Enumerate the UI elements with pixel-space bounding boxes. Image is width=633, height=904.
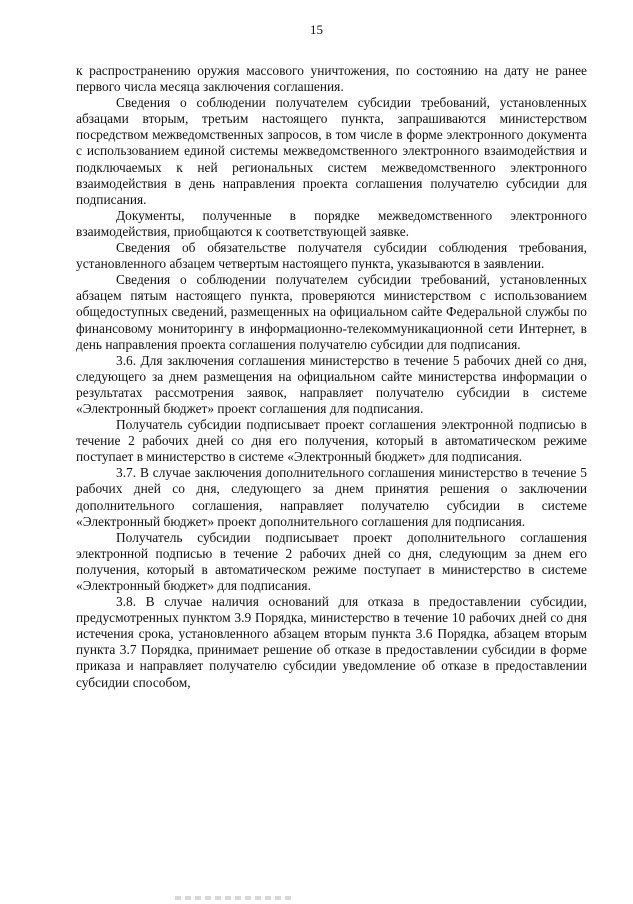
- paragraph-requirements-request: Сведения о соблюдении получателем субсидии требований, установленных абзацами вторым, третьим настоящего пункта, запрашиваются министерством посредством межведомственных запросов, в том числе в форме электронного документа с использованием единой системы межведомственного электронного взаимодействия и подключаемых к ней региональных систем межведомственного электронного взаимодействия в день направления проекта соглашения получателю субсидии для подписания.: [76, 95, 587, 207]
- paragraph-3-7: 3.7. В случае заключения дополнительного соглашения министерство в течение 5 рабочих дней со дня, следующего за днем принятия решения о заключении дополнительного соглашения, направляет получателю субсидии в системе «Электронный бюджет» проект дополнительного соглашения для подписания.: [76, 465, 587, 529]
- paragraph-rosfinmonitoring-check: Сведения о соблюдении получателем субсидии требований, установленных абзацем пятым настоящего пункта, проверяются министерством с использованием общедоступных сведений, размещенных на официальном сайте Федеральной службы по финансовому мониторингу в информационно-телекоммуникационной сети Интернет, в день направления проекта соглашения получателю субсидии для подписания.: [76, 272, 587, 352]
- page-number: 15: [310, 22, 323, 37]
- scan-artifact: [175, 896, 295, 900]
- paragraph-documents-attached: Документы, полученные в порядке межведомственного электронного взаимодействия, приобщаются к соответствующей заявке.: [76, 207, 587, 239]
- paragraph-obligation-statement: Сведения об обязательстве получателя субсидии соблюдения требования, установленного абзацем четвертым настоящего пункта, указываются в заявлении.: [76, 240, 587, 272]
- paragraph-3-8: 3.8. В случае наличия оснований для отказа в предоставлении субсидии, предусмотренных пунктом 3.9 Порядка, министерство в течение 10 рабочих дней со дня истечения срока, установленного абзацем вторым пункта 3.6 Порядка, абзацем вторым пункта 3.7 Порядка, принимает решение об отказе в предоставлении субсидии в форме приказа и направляет получателю субсидии уведомление об отказе в предоставлении субсидии способом,: [76, 594, 587, 690]
- paragraph-recipient-signs-supplementary: Получатель субсидии подписывает проект дополнительного соглашения электронной подписью в течение 2 рабочих дней со дня, следующим за днем его получения, который в автоматическом режиме поступает в министерство в системе «Электронный бюджет» для подписания.: [76, 529, 587, 593]
- document-body: [76, 63, 587, 691]
- paragraph-continuation: к распространению оружия массового уничтожения, по состоянию на дату не ранее первого числа месяца заключения соглашения.: [76, 63, 587, 95]
- paragraph-recipient-signs-agreement: Получатель субсидии подписывает проект соглашения электронной подписью в течение 2 рабочих дней со дня его получения, который в автоматическом режиме поступает в министерство в системе «Электронный бюджет» для подписания.: [76, 417, 587, 465]
- paragraph-3-6: 3.6. Для заключения соглашения министерство в течение 5 рабочих дней со дня, следующего за днем размещения на официальном сайте министерства информации о результатах рассмотрения заявок, направляет получателю субсидии в системе «Электронный бюджет» проект соглашения для подписания.: [76, 352, 587, 416]
